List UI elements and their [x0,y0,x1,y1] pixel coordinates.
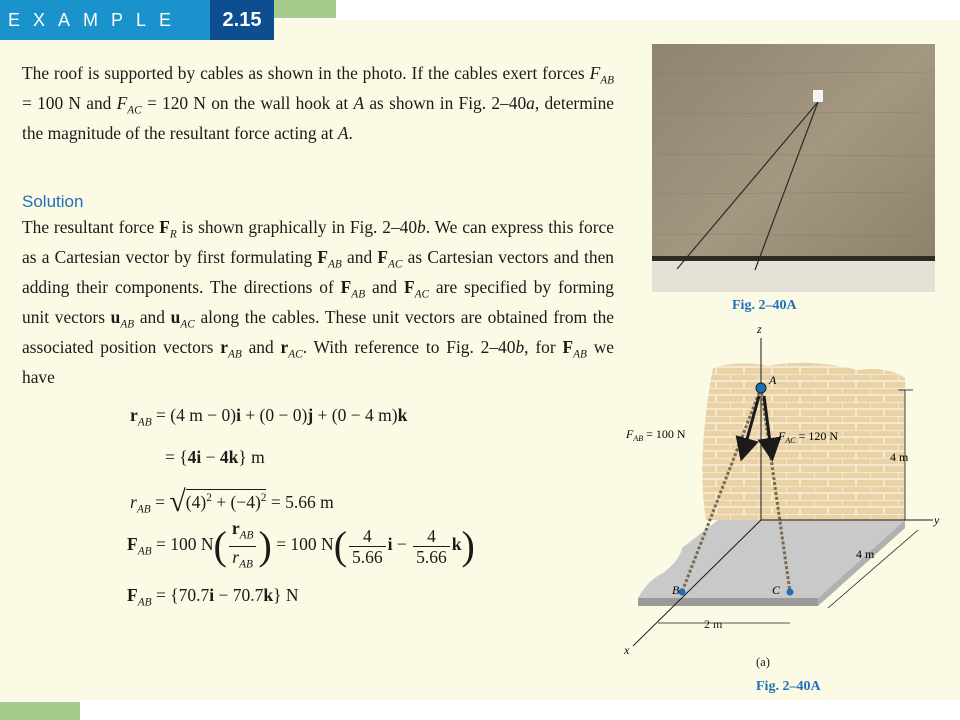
solution-text: The resultant force $F_R$ is shown graphically in Fig. 2–40b. We can express this force as a Cartesian vector by first formulating $F_{AB}$ and $F_{AC}$ as Cartesian vectors and then adding their components. The directions of $F_{AB}$ and $F_{AC}$ are specified by forming unit vectors $u_{AB}$ and $u_{AC}$ along the cables. These unit vectors are obtained from the associated position vectors $r_{AB}$ and $r_{AC}$. With reference to Fig. 2–40b, for $F_{AB}$ we have [22,217,614,387]
point-c [787,589,794,596]
problem-statement: The roof is supported by cables as shown in the photo. If the cables exert forces $F_{AB} = 100$ N and $F_{AC} = 120$ N on the wall hook at A as shown in Fig. 2–40a, determine the magnitude of the resultant force acting at A. [22,63,614,143]
roof-cable-photo [652,44,935,292]
example-label: EXAMPLE [0,0,210,40]
label-b: B [672,583,680,597]
figure-subcaption: (a) [756,655,770,669]
example-number: 2.15 [210,0,274,40]
equation-r-ab-vector: = {4i − 4k} m [165,447,265,467]
label-dim-2m: 2 m [704,617,723,631]
label-dim-4m-side: 4 m [856,547,875,561]
figure-caption-photo: Fig. 2–40A [732,298,797,313]
decorative-bar-top [274,0,336,18]
label-z: z [757,322,762,336]
equation-r-ab-magnitude: $r_{AB} = √(4)^2 + (-4)^2 = 5.66$ m [130,485,334,518]
label-y: y [934,513,940,527]
label-force-ab: $F_{AB} = 100$ N [626,427,686,443]
equation-f-ab: $F_{AB} = 100$ N( $\frac{r_{AB}}{r_{AB}}$ ) = 100 N( $\frac{4}{5.66}$ i − $\frac{4}{5.66}$ k) [127,518,475,570]
point-b [679,589,686,596]
label-dim-4m-vertical: 4 m [890,450,909,464]
example-header [0,0,274,40]
hook-a [756,383,766,393]
force-diagram [618,318,948,670]
figure-caption-diagram: Fig. 2–40A [756,679,821,694]
label-a: A [769,373,777,387]
decorative-bar-bottom [0,702,80,720]
equation-r-ab: $r_{AB} = (4$ m − 0)i + (0 − 0)j + (0 − 4 m)k [130,405,408,429]
label-force-ac: $F_{AC} = 120$ N [778,429,839,445]
equation-f-ab-vector: $F_{AB} = \{70.7i - 70.7k\}$ N [127,585,299,609]
label-c: C [772,583,781,597]
solution-heading: Solution [22,192,84,211]
label-x: x [624,643,630,657]
